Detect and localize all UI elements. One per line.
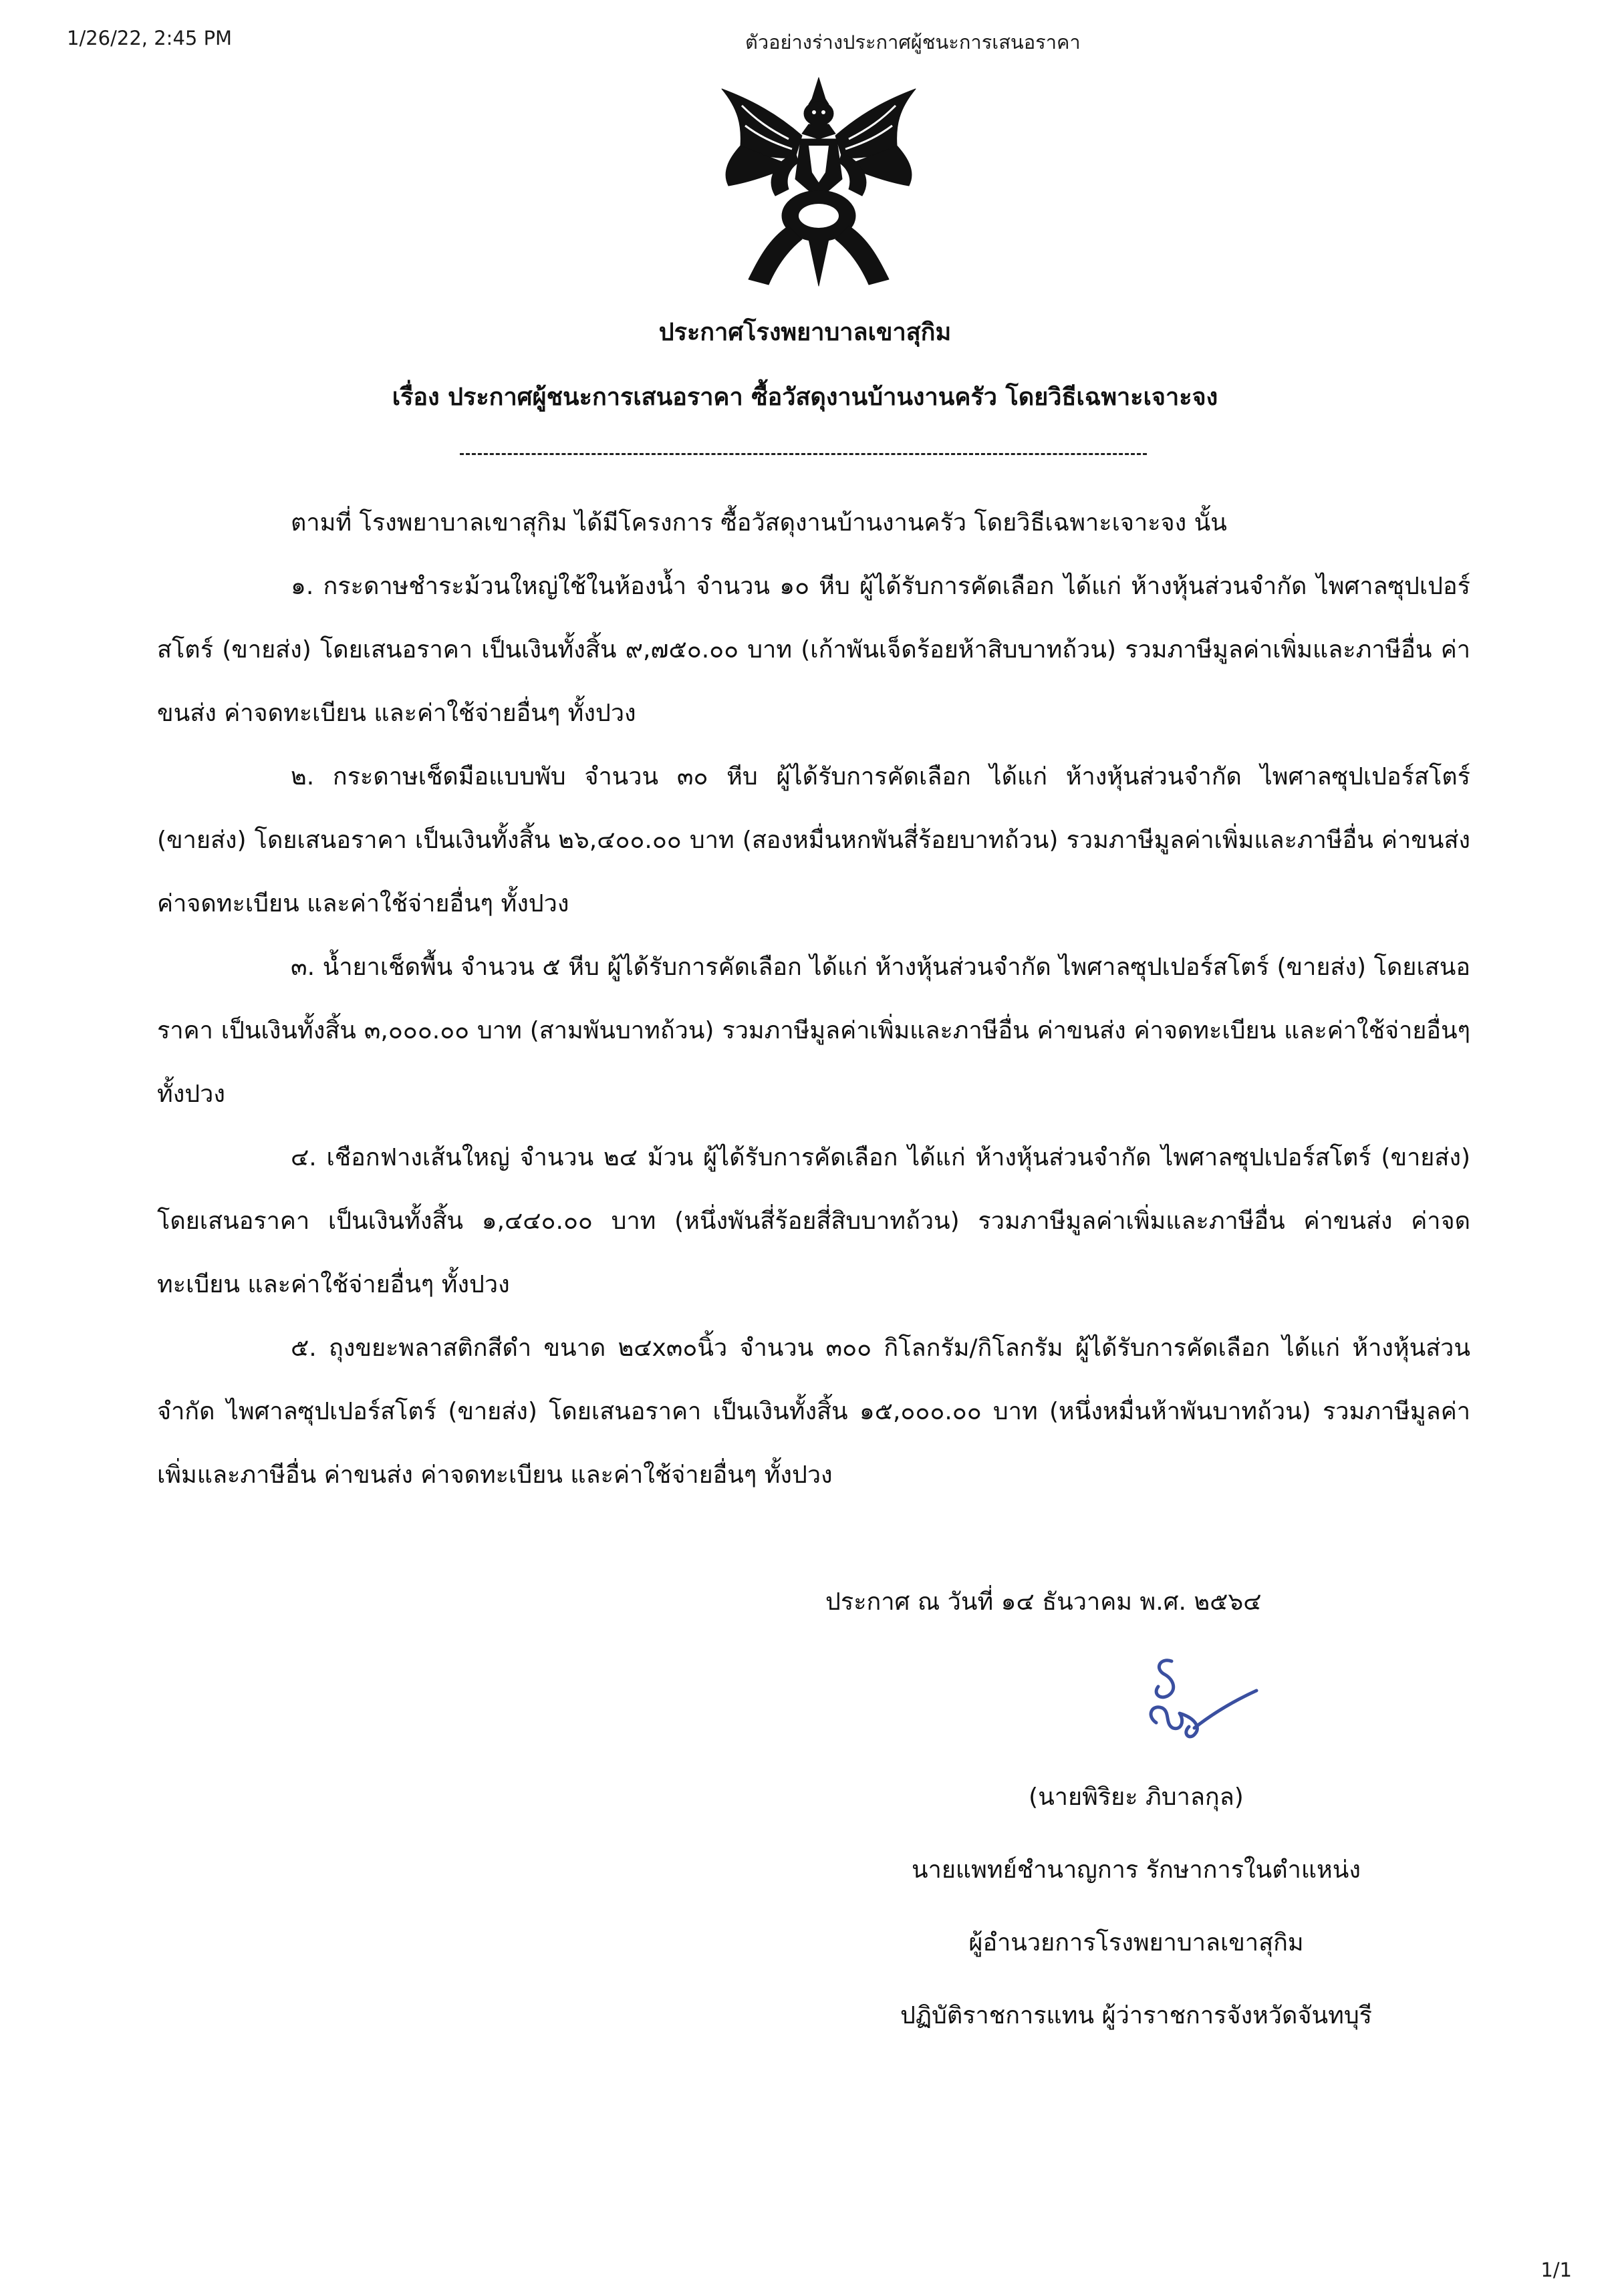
announcement-title: ประกาศโรงพยาบาลเขาสุกิม bbox=[658, 319, 952, 346]
announcement-subject: เรื่อง ประกาศผู้ชนะการเสนอราคา ซื้อวัสดุงานบ้านงานครัว โดยวิธีเฉพาะเจาะจง bbox=[392, 384, 1218, 411]
signatory-position: นายแพทย์ชำนาญการ รักษาการในตำแหน่ง bbox=[912, 1856, 1361, 1884]
signatory-block bbox=[835, 1761, 1437, 2052]
spacer bbox=[157, 1507, 1470, 1570]
signatory-acting: ปฏิบัติราชการแทน ผู้ว่าราชการจังหวัดจันทบุรี bbox=[900, 2002, 1373, 2029]
print-document-title: ตัวอย่างร่างประกาศผู้ชนะการเสนอราคา bbox=[745, 31, 1081, 53]
item-3-paragraph: ๓. น้ำยาเช็ดพื้น จำนวน ๕ หีบ ผู้ได้รับการคัดเลือก ได้แก่ ห้างหุ้นส่วนจำกัด ไพศาลซุปเปอร์สโตร์ (ขายส่ง) โดยเสนอราคา เป็นเงินทั้งสิ้น ๓,๐๐๐.๐๐ บาท (สามพันบาทถ้วน) รวมภาษีมูลค่าเพิ่มและภาษีอื่น ค่าขนส่ง ค่าจดทะเบียน และค่าใช้จ่ายอื่นๆ ทั้งปวง bbox=[157, 954, 1470, 1108]
item-4-paragraph: ๔. เชือกฟางเส้นใหญ่ จำนวน ๒๔ ม้วน ผู้ได้รับการคัดเลือก ได้แก่ ห้างหุ้นส่วนจำกัด ไพศาลซุปเปอร์สโตร์ (ขายส่ง) โดยเสนอราคา เป็นเงินทั้งสิ้น ๑,๔๔๐.๐๐ บาท (หนึ่งพันสี่ร้อยสี่สิบบาทถ้วน) รวมภาษีมูลค่าเพิ่มและภาษีอื่น ค่าขนส่ง ค่าจดทะเบียน และค่าใช้จ่ายอื่นๆ ทั้งปวง bbox=[157, 1144, 1470, 1298]
announcement-body bbox=[157, 491, 1470, 1634]
print-datetime: 1/26/22, 2:45 PM bbox=[67, 27, 233, 49]
signatory-role: ผู้อำนวยการโรงพยาบาลเขาสุกิม bbox=[968, 1929, 1304, 1957]
print-header bbox=[0, 20, 1610, 60]
dashed-divider bbox=[460, 453, 1147, 455]
garuda-emblem-icon bbox=[702, 72, 936, 299]
signatory-name: (นายพิริยะ ภิบาลกุล) bbox=[1029, 1783, 1244, 1811]
item-2-paragraph: ๒. กระดาษเช็ดมือแบบพับ จำนวน ๓๐ หีบ ผู้ได้รับการคัดเลือก ได้แก่ ห้างหุ้นส่วนจำกัด ไพศาลซุปเปอร์สโตร์ (ขายส่ง) โดยเสนอราคา เป็นเงินทั้งสิ้น ๒๖,๔๐๐.๐๐ บาท (สองหมื่นหกพันสี่ร้อยบาทถ้วน) รวมภาษีมูลค่าเพิ่มและภาษีอื่น ค่าขนส่ง ค่าจดทะเบียน และค่าใช้จ่ายอื่นๆ ทั้งปวง bbox=[157, 763, 1470, 917]
item-1-paragraph: ๑. กระดาษชำระม้วนใหญ่ใช้ในห้องน้ำ จำนวน ๑๐ หีบ ผู้ได้รับการคัดเลือก ได้แก่ ห้างหุ้นส่วนจำกัด ไพศาลซุปเปอร์สโตร์ (ขายส่ง) โดยเสนอราคา เป็นเงินทั้งสิ้น ๙,๗๕๐.๐๐ บาท (เก้าพันเจ็ดร้อยห้าสิบบาทถ้วน) รวมภาษีมูลค่าเพิ่มและภาษีอื่น ค่าขนส่ง ค่าจดทะเบียน และค่าใช้จ่ายอื่นๆ ทั้งปวง bbox=[157, 573, 1470, 727]
page-number: 1/1 bbox=[1540, 2259, 1572, 2281]
handwritten-signature-icon bbox=[1133, 1649, 1266, 1753]
item-5-paragraph: ๕. ถุงขยะพลาสติกสีดำ ขนาด ๒๔x๓๐นิ้ว จำนวน ๓๐๐ กิโลกรัม/กิโลกรัม ผู้ได้รับการคัดเลือก ได้แก่ ห้างหุ้นส่วนจำกัด ไพศาลซุปเปอร์สโตร์ (ขายส่ง) โดยเสนอราคา เป็นเงินทั้งสิ้น ๑๕,๐๐๐.๐๐ บาท (หนึ่งหมื่นห้าพันบาทถ้วน) รวมภาษีมูลค่าเพิ่มและภาษีอื่น ค่าขนส่ง ค่าจดทะเบียน และค่าใช้จ่ายอื่นๆ ทั้งปวง bbox=[157, 1334, 1470, 1489]
announcement-date: ประกาศ ณ วันที่ ๑๔ ธันวาคม พ.ศ. ๒๕๖๔ bbox=[825, 1588, 1262, 1616]
intro-paragraph: ตามที่ โรงพยาบาลเขาสุกิม ได้มีโครงการ ซื้อวัสดุงานบ้านงานครัว โดยวิธีเฉพาะเจาะจง นั้น bbox=[291, 509, 1227, 537]
